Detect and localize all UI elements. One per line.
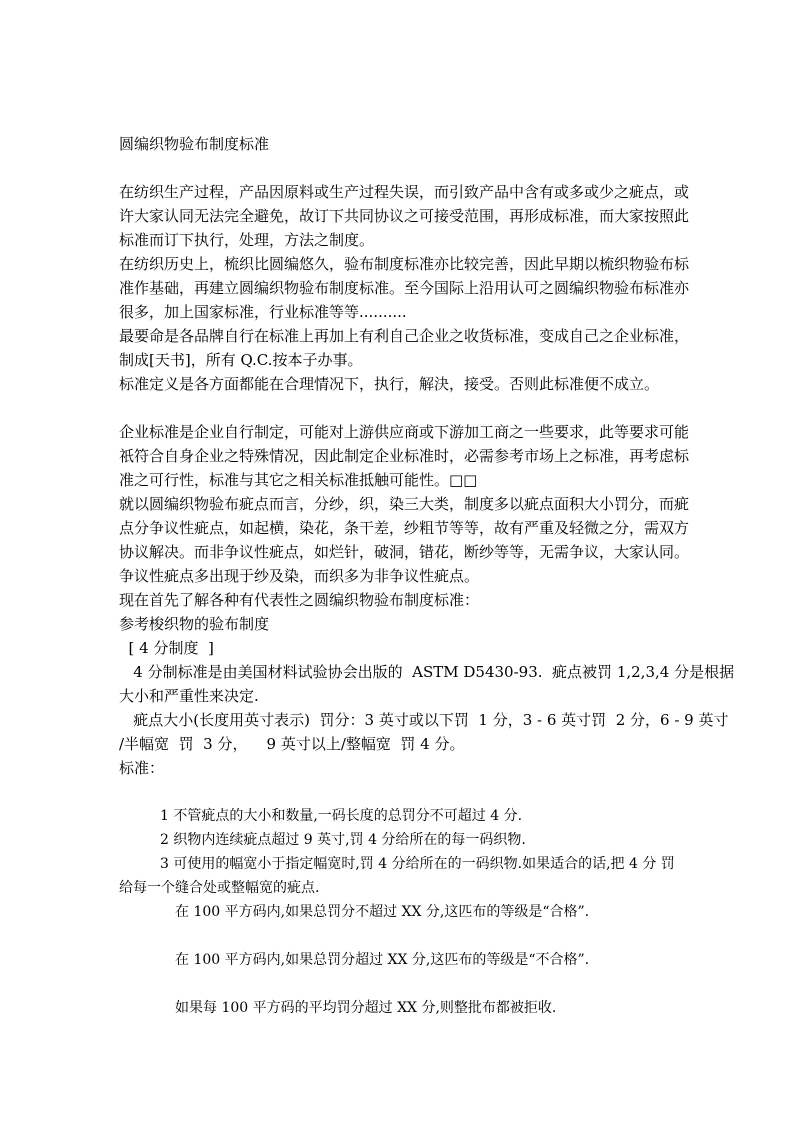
text-line: 很多，加上国家标准，行业标准等等.......... [119,303,407,321]
grade-line: 在 100 平方码内,如果总罚分不超过 XX 分,这匹布的等级是“合格”. [175,904,590,920]
text-line: 参考梭织物的验布制度 [119,615,270,633]
rule-item: 3 可使用的幅宽小于指定幅宽时,罚 4 分给所在的一码织物.如果适合的话,把 4 分 罚 [160,856,675,872]
text-line: 大小和严重性来决定. [119,687,259,705]
grade-line: 在 100 平方码内,如果总罚分超过 XX 分,这匹布的等级是“不合格”. [175,952,590,968]
rule-item: 1 不管疵点的大小和数量,一码长度的总罚分不可超过 4 分. [160,808,523,824]
text-line: 祇符合自身企业之特殊情况，因此制定企业标准时，必需参考市场上之标准，再考虑标 [119,447,690,465]
rule-item: 2 织物内连续疵点超过 9 英寸,罚 4 分给所在的每一码织物. [160,832,526,848]
document-title: 圆编织物验布制度标准 [119,135,270,153]
text-line: 在纺织历史上，梳织比圆编悠久，验布制度标准亦比较完善，因此早期以梳织物验布标 [119,255,690,273]
rule-item: 给每一个缝合处或整幅宽的疵点. [119,880,320,896]
text-line: 现在首先了解各种有代表性之圆编织物验布制度标准： [119,591,480,609]
text-line: 在纺织生产过程，产品因原料或生产过程失误，而引致产品中含有或多或少之疵点，或 [119,183,690,201]
text-line: 就以圆编织物验布疵点而言，分纱，织，染三大类，制度多以疵点面积大小罚分，而疵 [119,495,690,513]
text-line: 4 分制标准是由美国材料试验协会出版的 ASTM D5430-93. 疵点被罚 1,2,3,4 分是根据 [119,663,735,681]
text-line: 标准定义是各方面都能在合理情况下，执行，解決，接受。否则此标准便不成立。 [119,375,660,393]
text-line: 最要命是各品牌自行在标准上再加上有利自己企业之收货标准，变成自己之企业标准， [119,327,690,345]
text-line: 争议性疵点多出现于纱及染，而织多为非争议性疵点。 [119,567,480,585]
text-line: 准作基础，再建立圆编织物验布制度标准。至今国际上沿用认可之圆编织物验布标准亦 [119,279,690,297]
text-line: 协议解决。而非争议性疵点，如烂针，破洞，错花，断纱等等，无需争议，大家认同。 [119,543,690,561]
grade-line: 如果每 100 平方码的平均罚分超过 XX 分,则整批布都被拒收. [175,1000,557,1016]
section-heading: [ 4 分制度 ] [119,639,214,657]
text-line: 点分争议性疵点，如起横，染花，条干差，纱粗节等等，故有严重及轻微之分，需双方 [119,519,690,537]
text-line: 企业标准是企业自行制定，可能对上游供应商或下游加工商之一些要求，此等要求可能 [119,423,690,441]
text-line: 标准而订下执行，处理，方法之制度。 [119,231,375,249]
text-line: 制成[天书]，所有 Q.C.按本子办事。 [119,351,363,369]
text-line: 准之可行性，标准与其它之相关标准抵触可能性。□□ [119,471,478,489]
text-line: 标准： [119,759,165,777]
text-line: /半幅宽 罚 3 分， 9 英寸以上/整幅宽 罚 4 分。 [119,735,465,753]
text-line: 疵点大小(长度用英寸表示) 罚分：3 英寸或以下罚 1 分，3 - 6 英寸罚 2 分，6 - 9 英寸 [119,711,729,729]
text-line: 许大家认同无法完全避免，故订下共同协议之可接受范围，再形成标准，而大家按照此 [119,207,690,225]
